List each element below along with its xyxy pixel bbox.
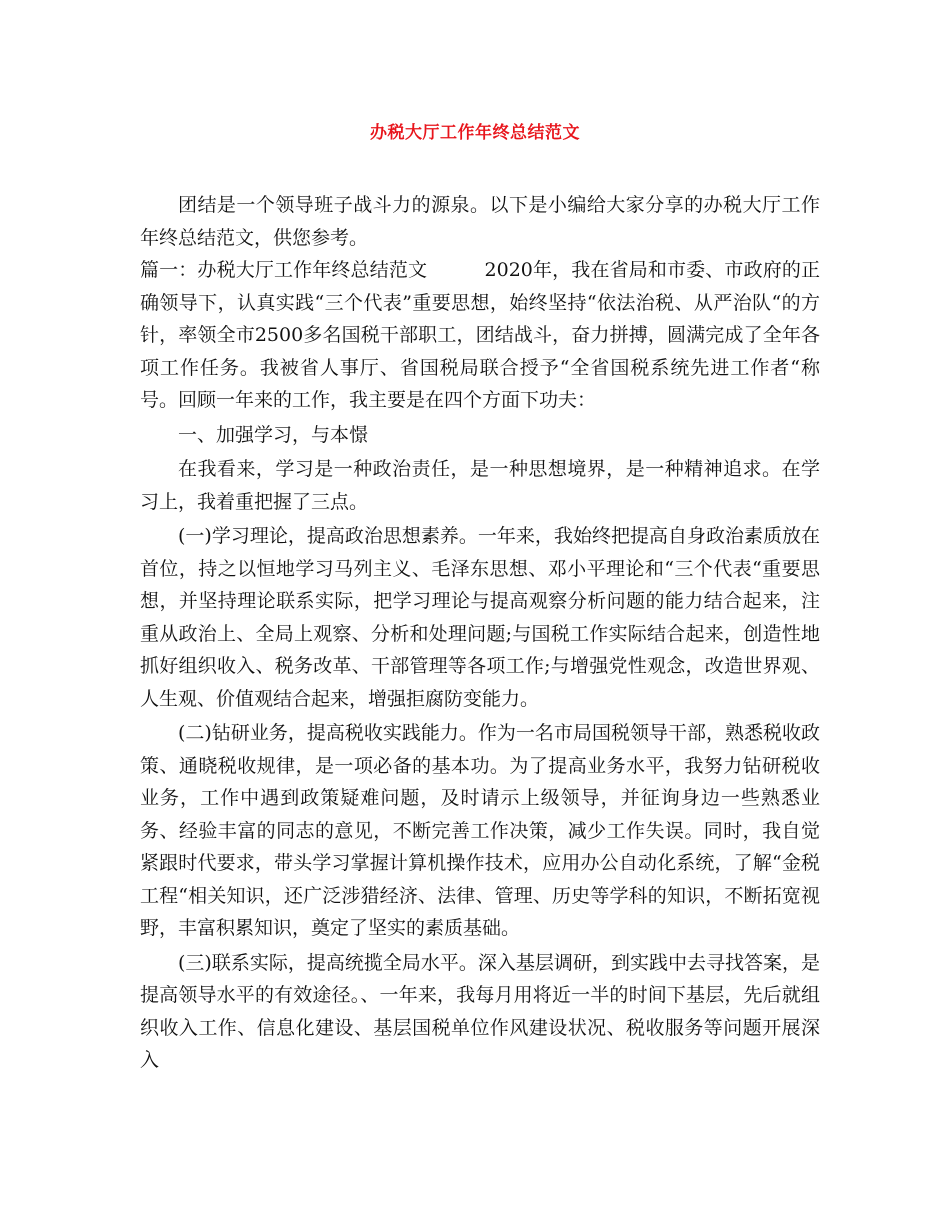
document-title: 办税大厅工作年终总结范文 [370, 123, 580, 143]
section-one-heading: 一、加强学习，与本憬 [178, 423, 369, 446]
point-one-paragraph: (一)学习理论，提高政治思想素养。一年来，我始终把提高自身政治素质放在首位，持之以恒地学习马列主义、毛泽东思想、邓小平理论和“三个代表“重要思想，并坚持理论联系实际，把学习理论与提高观察分析问题的能力结合起来，注重从政治上、全局上观察、分析和处理问题;与国税工作实际结合起来，创造性地抓好组织收入、税务改革、干部管理等各项工作;与增强党性观念，改造世界观、人生观、价值观结合起来，增强拒腐防变能力。 [140, 525, 820, 710]
intro-paragraph: 团结是一个领导班子战斗力的源泉。以下是小编给大家分享的办税大厅工作年终总结范文，供您参考。 [140, 194, 820, 249]
point-three-paragraph: (三)联系实际，提高统揽全局水平。深入基层调研，到实践中去寻找答案，是提高领导水平的有效途径。、一年来，我每月用将近一半的时间下基层，先后就组织收入工作、信息化建设、基层国税单位作风建设状况、税收服务等问题开展深入 [140, 951, 820, 1071]
section-one-intro-paragraph: 在我看来，学习是一种政治责任，是一种思想境界，是一种精神追求。在学习上，我着重把握了三点。 [140, 458, 820, 513]
point-two-paragraph: (二)钻研业务，提高税收实践能力。作为一名市局国税领导干部，熟悉税收政策、通晓税收规律，是一项必备的基本功。为了提高业务水平，我努力钻研税收业务，工作中遇到政策疑难问题，及时请示上级领导，并征询身边一些熟悉业务、经验丰富的同志的意见，不断完善工作决策，减少工作失误。同时，我自觉紧跟时代要求，带头学习掌握计算机操作技术，应用办公自动化系统，了解“金税工程“相关知识，还广泛涉猎经济、法律、管理、历史等学科的知识，不断拓宽视野，丰富积累知识，奠定了坚实的素质基础。 [140, 722, 820, 939]
document-body [140, 189, 820, 1077]
article-one-paragraph: 篇一：办税大厅工作年终总结范文 2020年，我在省局和市委、市政府的正确领导下，认真实践“三个代表”重要思想，始终坚持“依法治税、从严治队“的方针，率领全市2500多名国税干部职工，团结战斗，奋力拼搏，圆满完成了全年各项工作任务。我被省人事厅、省国税局联合授予“全省国税系统先进工作者“称号。回顾一年来的工作，我主要是在四个方面下功夫： [140, 259, 820, 411]
